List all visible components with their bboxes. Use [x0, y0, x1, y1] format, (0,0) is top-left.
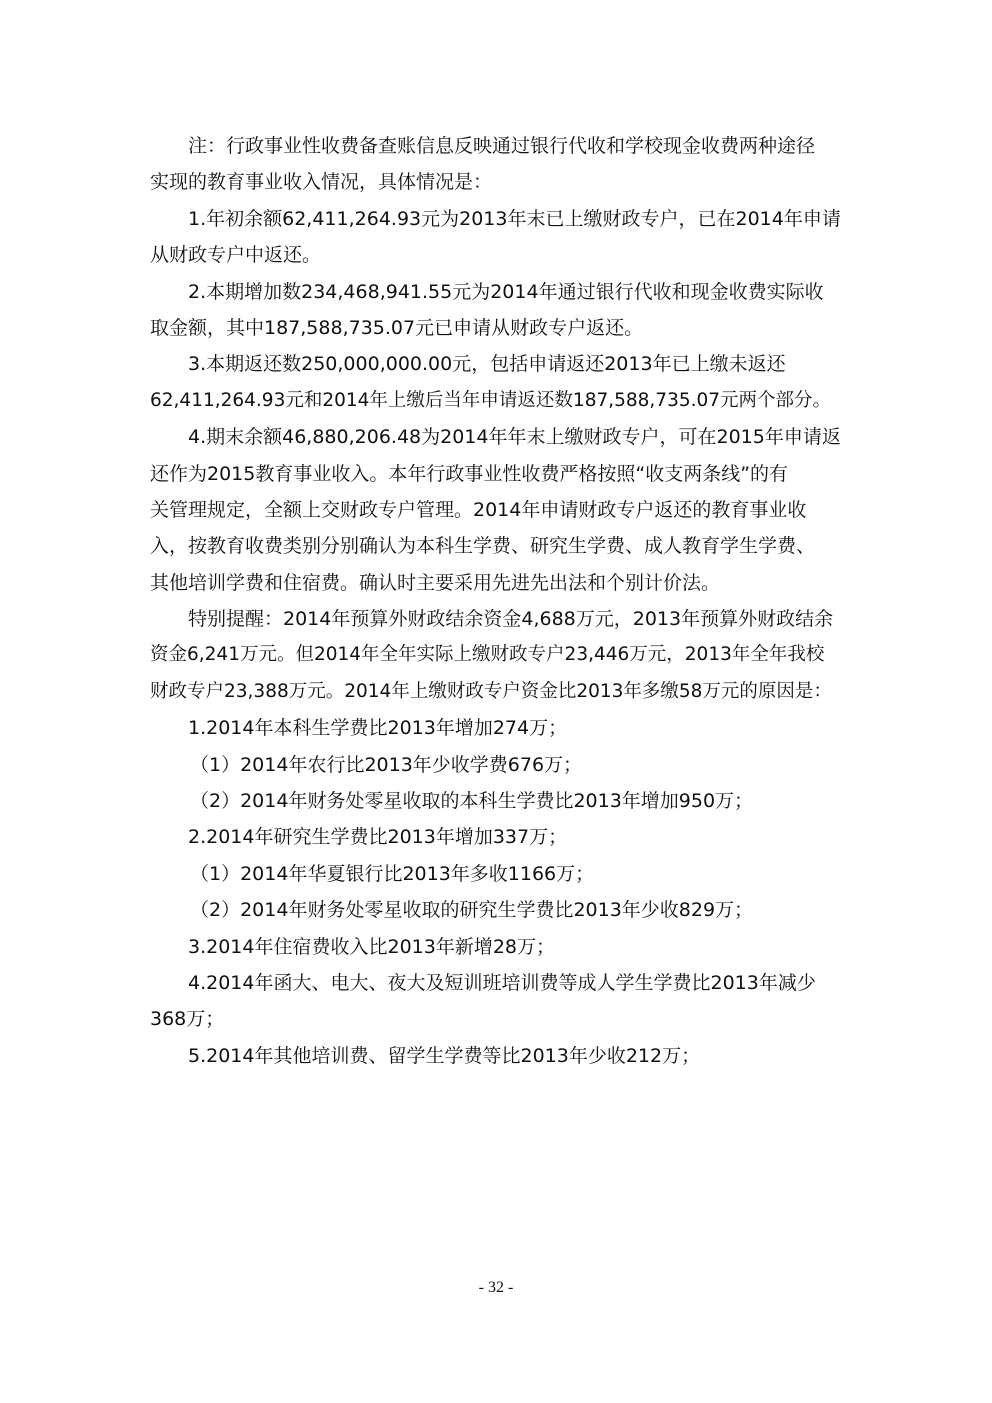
- reason-1-sub-2: （2）2014年财务处零星收取的本科生学费比2013年增加950万；: [190, 790, 754, 813]
- reason-1-sub-1: （1）2014年农行比2013年少收学费676万；: [190, 753, 583, 776]
- reason-5: 5.2014年其他培训费、留学生学费等比2013年少收212万；: [188, 1044, 701, 1067]
- item-4-line-2: 还作为2015教育事业收入。本年行政事业性收费严格按照“收支两条线”的有: [150, 462, 789, 485]
- document-body: [150, 128, 842, 1074]
- item-3-line-1: 3.本期返还数250,000,000.00元，包括申请返还2013年已上缴未返还: [188, 353, 786, 376]
- reason-3: 3.2014年住宿费收入比2013年新增28万；: [188, 935, 556, 958]
- item-1-line-1: 1.年初余额62,411,264.93元为2013年末已上缴财政专户，已在2014年申请: [188, 207, 841, 230]
- item-3-line-2: 62,411,264.93元和2014年上缴后当年申请返还数187,588,735.07元两个部分。: [150, 389, 832, 411]
- item-4-line-4: 入，按教育收费类别分别确认为本科生学费、研究生学费、成人教育学生学费、: [150, 535, 816, 558]
- reason-2-sub-1: （1）2014年华夏银行比2013年多收1166万；: [190, 862, 595, 885]
- reminder-line-1: 特别提醒：2014年预算外财政结余资金4,688万元，2013年预算外财政结余: [188, 608, 834, 631]
- reminder-line-3: 财政专户23,388万元。2014年上缴财政专户资金比2013年多缴58万元的原因是：: [150, 680, 832, 702]
- reminder-line-2: 资金6,241万元。但2014年全年实际上缴财政专户23,446万元，2013年全年我校: [150, 644, 825, 666]
- item-4-line-1: 4.期末余额46,880,206.48为2014年年末上缴财政专户，可在2015年申请返: [188, 426, 841, 449]
- page-number: - 32 -: [478, 1279, 514, 1296]
- item-2-line-1: 2.本期增加数234,468,941.55元为2014年通过银行代收和现金收费实际收: [188, 280, 824, 303]
- item-4-line-3: 关管理规定，全额上交财政专户管理。2014年申请财政专户返还的教育事业收: [150, 498, 807, 521]
- reason-4-line-2: 368万；: [150, 1008, 225, 1031]
- item-1-line-2: 从财政专户中返还。: [150, 244, 322, 267]
- reason-2-sub-2: （2）2014年财务处零星收取的研究生学费比2013年少收829万；: [190, 899, 754, 922]
- reason-2: 2.2014年研究生学费比2013年增加337万；: [188, 826, 568, 849]
- reason-4-line-1: 4.2014年函大、电大、夜大及短训班培训费等成人学生学费比2013年减少: [188, 971, 816, 994]
- reason-1: 1.2014年本科生学费比2013年增加274万；: [188, 717, 568, 740]
- item-4-line-5: 其他培训学费和住宿费。确认时主要采用先进先出法和个别计价法。: [150, 571, 721, 594]
- item-2-line-2: 取金额，其中187,588,735.07元已申请从财政专户返还。: [150, 316, 644, 339]
- note-paragraph-line-1: 注：行政事业性收费备查账信息反映通过银行代收和学校现金收费两种途径: [188, 135, 816, 157]
- note-paragraph-line-2: 实现的教育事业收入情况，具体情况是：: [150, 171, 493, 194]
